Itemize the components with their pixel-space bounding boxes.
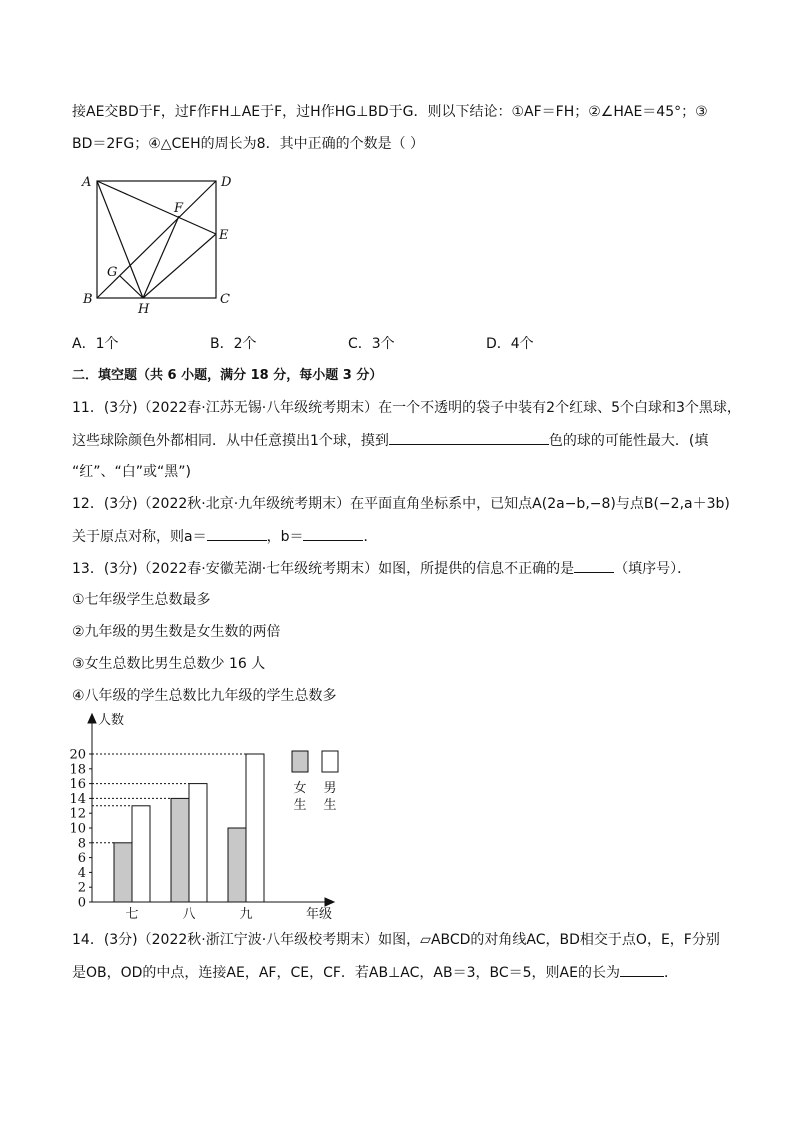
q12-text-line2 xyxy=(72,526,377,547)
q12-text-line2-b: ，b＝ xyxy=(266,529,304,545)
y-tick-label-0: 0 xyxy=(77,895,86,911)
q12-text-line1: 12．(3分)（2022秋·北京·九年级统考期末）在平面直角坐标系中，已知点A(2a−b,−8)与点B(−2,a＋3b) xyxy=(72,496,730,512)
q13-text-line1-b: （填序号）． xyxy=(614,561,692,577)
q11-text-line1: 11．(3分)（2022春·江苏无锡·八年级统考期末）在一个不透明的袋子中装有2个红球、5个白球和3个黑球， xyxy=(72,400,741,416)
y-tick-label-6: 6 xyxy=(77,851,86,867)
label-G: G xyxy=(107,265,118,280)
q11-text-line2-a: 这些球除颜色外都相同．从中任意摸出1个球，摸到 xyxy=(72,433,389,449)
q13-text-line1 xyxy=(72,558,691,579)
q13-text-line1-a: 13．(3分)（2022春·安徽芜湖·七年级统考期末）如图，所提供的信息不正确的是 xyxy=(72,561,575,577)
q13-bar-chart xyxy=(60,708,360,923)
x-axis-arrow xyxy=(325,898,334,906)
bar-女生-八 xyxy=(171,798,189,902)
y-tick-label-12: 12 xyxy=(69,806,86,822)
label-D: D xyxy=(221,175,232,190)
bar-男生-七 xyxy=(132,806,150,902)
q10-option-c: C．3个 xyxy=(348,336,395,352)
q14-text-line2 xyxy=(72,962,678,983)
bar-男生-八 xyxy=(189,784,207,902)
y-tick-label-14: 14 xyxy=(69,791,86,807)
label-H: H xyxy=(138,302,150,317)
y-axis-arrow xyxy=(88,714,96,723)
q14-answer-blank[interactable] xyxy=(620,962,664,977)
q13-item-3: ③女生总数比男生总数少 16 人 xyxy=(72,656,266,672)
label-A: A xyxy=(82,175,92,190)
bar-男生-九 xyxy=(246,754,264,902)
x-tick-label-七: 七 xyxy=(125,907,139,922)
y-tick-label-18: 18 xyxy=(69,762,86,778)
legend-swatch-女生 xyxy=(292,751,308,772)
y-tick-label-16: 16 xyxy=(69,777,86,793)
legend-label-top-男生: 男 xyxy=(323,781,337,796)
legend-label-bottom-男生: 生 xyxy=(323,798,337,813)
q13-item-1: ①七年级学生总数最多 xyxy=(72,592,211,608)
legend-label-top-女生: 女 xyxy=(293,781,307,796)
x-tick-label-八: 八 xyxy=(182,907,196,922)
q10-option-a: A．1个 xyxy=(72,336,119,352)
q10-text-line2: BD＝2FG；④△CEH的周长为8．其中正确的个数是（ ） xyxy=(72,136,425,152)
bar-女生-七 xyxy=(114,843,132,902)
q11-answer-blank[interactable] xyxy=(389,430,549,445)
legend-swatch-男生 xyxy=(322,751,338,772)
bar-女生-九 xyxy=(228,828,246,902)
q10-text-line1: 接AE交BD于F，过F作FH⊥AE于F，过H作HG⊥BD于G．则以下结论：①AF＝FH；②∠HAE＝45°；③ xyxy=(72,104,708,120)
q13-item-2: ②九年级的男生数是女生数的两倍 xyxy=(72,624,281,640)
segment-eh xyxy=(143,234,216,298)
y-tick-label-10: 10 xyxy=(69,821,86,837)
q11-text-line2 xyxy=(72,430,708,451)
q11-text-line3: “红”、“白”或“黑”) xyxy=(72,464,191,480)
section-title: 二．填空题（共 6 小题，满分 18 分，每小题 3 分） xyxy=(72,368,383,383)
q11-text-line2-b: 色的球的可能性最大．(填 xyxy=(548,433,709,449)
label-F: F xyxy=(174,201,184,216)
label-C: C xyxy=(220,292,230,307)
segment-bd xyxy=(97,181,216,298)
y-tick-label-4: 4 xyxy=(77,865,86,881)
segment-gh xyxy=(120,276,143,298)
q14-text-line1: 14．(3分)（2022秋·浙江宁波·八年级校考期末）如图，▱ABCD的对角线AC，BD相交于点O，E，F分别 xyxy=(72,932,720,948)
q13-answer-blank[interactable] xyxy=(574,558,614,573)
label-B: B xyxy=(83,292,93,307)
q12-text-line2-a: 关于原点对称，则a＝ xyxy=(72,529,207,545)
segment-fh xyxy=(143,216,179,298)
label-E: E xyxy=(219,228,229,243)
y-tick-label-8: 8 xyxy=(77,836,86,852)
q10-square-figure xyxy=(78,172,248,317)
q10-option-b: B．2个 xyxy=(210,336,257,352)
legend-label-bottom-女生: 生 xyxy=(293,798,307,813)
y-tick-label-2: 2 xyxy=(77,880,86,896)
q12-answer-blank-b[interactable] xyxy=(303,526,363,541)
q10-option-d: D．4个 xyxy=(486,336,534,352)
q14-text-line2-a: 是OB，OD的中点，连接AE，AF，CE，CF．若AB⊥AC，AB＝3，BC＝5，则AE的长为 xyxy=(72,965,620,981)
q14-text-line2-b: ． xyxy=(663,965,678,981)
q12-answer-blank-a[interactable] xyxy=(207,526,267,541)
y-axis-label: 人数 xyxy=(98,713,125,728)
y-tick-label-20: 20 xyxy=(69,747,86,763)
q12-text-line2-c: ． xyxy=(363,529,378,545)
x-axis-label: 年级 xyxy=(306,907,333,922)
x-tick-label-九: 九 xyxy=(239,907,253,922)
q13-item-4: ④八年级的学生总数比九年级的学生总数多 xyxy=(72,688,337,704)
